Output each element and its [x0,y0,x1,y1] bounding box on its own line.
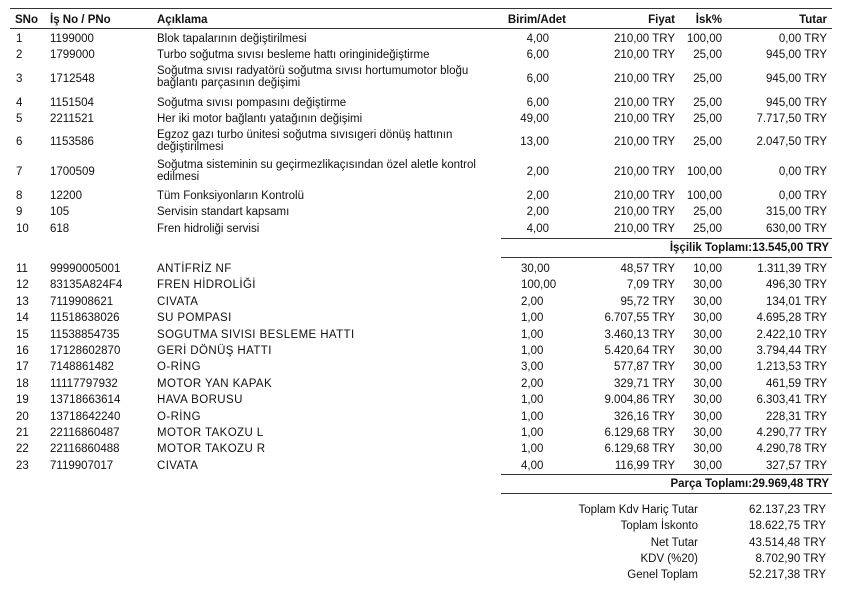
table-row [0,189,851,203]
row-aciklama: Turbo soğutma sıvısı besleme hattı oringinideğiştirme [157,49,430,61]
row-birim: 1,00 [521,443,544,456]
row-tutar: 1.213,53 TRY [756,361,827,374]
parts-subtotal-label: Parça Toplamı: [670,478,753,490]
row-isno: 17128602870 [50,345,121,357]
row-birim: 13,00 [520,136,549,148]
row-fiyat: 6.129,68 TRY [604,443,675,456]
row-birim: 1,00 [521,328,544,341]
row-sno: 2 [16,49,23,61]
summary-value: 18.622,75 TRY [749,520,826,533]
row-tutar: 315,00 TRY [766,206,827,218]
row-isno: 99990005001 [50,263,121,275]
summary-label: KDV (%20) [640,552,698,565]
row-aciklama: MOTOR TAKOZU R [157,443,266,456]
row-aciklama: MOTOR YAN KAPAK [157,377,273,390]
row-fiyat: 210,00 TRY [614,166,675,178]
table-row [0,360,851,374]
row-birim: 49,00 [520,113,549,125]
row-isk: 100,00 [686,166,722,178]
table-row [0,393,851,407]
row-isk: 25,00 [693,97,722,109]
table-row [0,311,851,325]
row-isno: 7148861482 [50,361,114,374]
table-row [0,410,851,424]
row-tutar: 7.717,50 TRY [756,113,827,125]
row-isno: 1199000 [50,33,94,45]
row-isno: 11538854735 [50,328,120,341]
header-fiyat: Fiyat [648,14,675,26]
parts-subtotal-bottom-rule [501,493,832,494]
row-isno: 1799000 [50,49,95,61]
row-isk: 100,00 [686,33,722,45]
table-row [0,344,851,358]
row-tutar: 4.695,28 TRY [756,312,827,325]
row-aciklama: Soğutma sisteminin su geçirmezlikaçısından özel aletle kontrol edilmesi [157,159,476,183]
row-fiyat: 210,00 TRY [614,49,675,61]
row-isno: 12200 [50,190,82,202]
row-sno: 17 [16,361,29,374]
row-isno: 105 [50,206,70,218]
row-tutar: 496,30 TRY [766,279,827,292]
row-tutar: 945,00 TRY [766,97,827,109]
row-sno: 6 [16,136,23,148]
row-birim: 2,00 [521,295,544,308]
table-row [0,205,851,219]
row-tutar: 630,00 TRY [766,223,827,235]
summary-value: 52.217,38 TRY [749,569,826,582]
row-birim: 6,00 [526,49,549,61]
table-row [0,459,851,473]
row-tutar: 228,31 TRY [766,410,827,423]
table-row [0,48,851,62]
row-sno: 12 [16,279,29,292]
parts-subtotal-rule [501,474,832,475]
row-isk: 10,00 [693,263,722,275]
row-sno: 1 [16,33,23,45]
row-fiyat: 210,00 TRY [614,223,675,235]
row-isno: 1151504 [50,97,94,109]
row-tutar: 3.794,44 TRY [756,345,827,357]
row-tutar: 0,00 TRY [778,190,827,202]
row-isno: 22116860487 [50,427,120,439]
labor-subtotal-bottom-rule [501,257,832,258]
row-tutar: 6.303,41 TRY [756,394,827,407]
table-row [0,262,851,276]
row-sno: 23 [16,459,29,472]
table-row [0,278,851,292]
row-isk: 25,00 [693,206,722,218]
row-aciklama: Egzoz gazı turbo ünitesi soğutma sıvısıgeri dönüş hattının değiştirilmesi [157,129,453,153]
row-isk: 25,00 [693,73,722,85]
row-aciklama: O-RİNG [157,361,201,374]
row-aciklama: ANTİFRİZ NF [157,263,232,275]
row-fiyat: 210,00 TRY [614,73,675,85]
row-isno: 1153586 [50,136,94,148]
summary-label: Genel Toplam [627,569,698,582]
row-isk: 30,00 [693,443,722,456]
row-fiyat: 7,09 TRY [626,279,675,292]
row-sno: 3 [16,73,23,85]
row-sno: 15 [16,328,29,341]
row-isk: 30,00 [693,361,722,374]
table-row [0,295,851,309]
row-fiyat: 116,99 TRY [614,459,675,472]
row-isk: 30,00 [693,410,722,423]
row-aciklama: Soğutma sıvısı radyatörü soğutma sıvısı hortumumotor bloğu bağlantı parçasının değişimi [157,65,469,89]
header-isk: İsk% [695,14,722,26]
header-tutar: Tutar [799,14,827,26]
table-row [0,442,851,456]
row-aciklama: O-RİNG [157,410,201,423]
row-isk: 30,00 [693,295,722,308]
row-sno: 21 [16,427,29,439]
table-row [0,96,851,110]
row-isk: 30,00 [693,328,722,341]
row-isno: 1712548 [50,73,95,85]
row-birim: 3,00 [521,361,544,374]
row-isno: 13718642240 [50,410,121,423]
row-isk: 30,00 [693,427,722,439]
row-fiyat: 95,72 TRY [620,295,675,308]
row-isk: 25,00 [693,49,722,61]
row-birim: 6,00 [526,97,549,109]
row-aciklama: CIVATA [157,459,199,472]
row-tutar: 1.311,39 TRY [757,263,827,275]
parts-subtotal-value: 29.969,48 TRY [752,478,829,490]
row-isk: 30,00 [693,279,722,292]
labor-subtotal-value: 13.545,00 TRY [752,242,829,254]
table-row [0,64,851,94]
row-aciklama: Fren hidroliği servisi [157,223,260,235]
row-sno: 10 [16,223,29,235]
header-sno: SNo [15,14,38,26]
row-sno: 16 [16,345,29,357]
row-isk: 30,00 [693,459,722,472]
row-birim: 4,00 [526,223,549,235]
row-isk: 30,00 [693,377,722,390]
row-sno: 14 [16,312,29,325]
summary-label: Toplam İskonto [620,520,698,533]
row-isk: 25,00 [693,136,722,148]
labor-subtotal-rule [501,238,832,239]
row-fiyat: 577,87 TRY [614,361,675,374]
row-sno: 18 [16,377,29,390]
row-birim: 2,00 [521,377,544,390]
row-fiyat: 210,00 TRY [614,33,675,45]
row-fiyat: 3.460,13 TRY [604,328,675,341]
header-top-rule [10,8,832,9]
row-tutar: 461,59 TRY [766,377,827,390]
table-row [0,128,851,156]
summary-value: 62.137,23 TRY [749,504,826,516]
row-isno: 22116860488 [50,443,120,456]
row-birim: 1,00 [521,410,544,423]
row-aciklama: Servisin standart kapsamı [157,206,290,218]
row-isno: 11518638026 [50,312,120,325]
row-isk: 30,00 [693,312,722,325]
table-row [0,112,851,126]
row-isno: 618 [50,223,70,235]
row-aciklama: Her iki motor bağlantı yatağının değişimi [157,113,363,125]
row-sno: 9 [16,206,23,218]
row-sno: 8 [16,190,23,202]
row-birim: 30,00 [521,263,550,275]
row-sno: 13 [16,295,29,308]
parts-subtotal [670,478,829,490]
row-sno: 19 [16,394,29,407]
row-aciklama: SOGUTMA SIVISI BESLEME HATTI [157,328,355,341]
row-tutar: 945,00 TRY [766,73,827,85]
row-sno: 11 [16,263,28,275]
row-birim: 1,00 [521,394,544,407]
row-isno: 1700509 [50,166,95,178]
labor-subtotal-label: İşçilik Toplamı: [669,242,753,254]
row-aciklama: GERİ DÖNÜŞ HATTI [157,345,272,357]
table-row [0,32,851,46]
row-birim: 2,00 [526,206,549,218]
row-birim: 100,00 [521,279,557,292]
row-sno: 7 [16,166,23,178]
table-row [0,377,851,391]
header-birim: Birim/Adet [507,14,566,26]
row-isno: 7119908621 [50,295,114,308]
row-isk: 30,00 [693,394,722,407]
row-tutar: 0,00 TRY [778,33,827,45]
row-aciklama: HAVA BORUSU [157,394,243,407]
row-isk: 25,00 [693,223,722,235]
row-tutar: 4.290,78 TRY [756,443,827,456]
row-aciklama: Blok tapalarının değiştirilmesi [157,33,307,45]
summary-value: 43.514,48 TRY [749,536,826,549]
row-isno: 83135A824F4 [50,279,123,292]
row-isno: 11117797932 [50,377,118,390]
row-tutar: 4.290,77 TRY [756,427,827,439]
row-fiyat: 6.707,55 TRY [604,312,675,325]
row-aciklama: Tüm Fonksiyonların Kontrolü [157,190,305,202]
row-fiyat: 9.004,86 TRY [604,394,675,407]
row-aciklama: SU POMPASI [157,312,232,325]
row-birim: 6,00 [526,73,549,85]
row-tutar: 945,00 TRY [766,49,827,61]
table-row [0,158,851,186]
row-birim: 2,00 [526,190,549,202]
row-fiyat: 329,71 TRY [614,377,675,390]
row-sno: 4 [16,97,23,109]
row-isk: 100,00 [686,190,722,202]
header-isno: İş No / PNo [50,14,111,26]
labor-subtotal [670,242,829,254]
summary-label: Toplam Kdv Hariç Tutar [578,504,698,516]
row-aciklama: Soğutma sıvısı pompasını değiştirme [157,97,347,109]
row-fiyat: 326,16 TRY [614,410,675,423]
row-tutar: 134,01 TRY [766,295,827,308]
row-birim: 1,00 [521,427,544,439]
row-sno: 20 [16,410,29,423]
row-fiyat: 210,00 TRY [614,136,675,148]
row-tutar: 2.422,10 TRY [756,328,827,341]
row-isno: 7119907017 [50,459,114,472]
summary-value: 8.702,90 TRY [755,552,826,565]
row-fiyat: 48,57 TRY [620,263,675,275]
row-fiyat: 210,00 TRY [614,190,675,202]
row-birim: 4,00 [526,33,549,45]
table-row [0,328,851,342]
row-birim: 4,00 [521,459,544,472]
row-sno: 22 [16,443,29,456]
row-birim: 2,00 [526,166,549,178]
row-isno: 2211521 [50,113,94,125]
row-fiyat: 210,00 TRY [614,206,675,218]
table-row [0,222,851,236]
header-aciklama: Açıklama [157,14,208,26]
row-aciklama: CIVATA [157,295,199,308]
row-tutar: 2.047,50 TRY [756,136,827,148]
row-sno: 5 [16,113,23,125]
row-fiyat: 210,00 TRY [614,113,675,125]
row-tutar: 0,00 TRY [778,166,827,178]
row-fiyat: 5.420,64 TRY [604,345,675,357]
row-aciklama: FREN HİDROLİĞİ [157,279,256,292]
row-birim: 1,00 [521,345,544,357]
row-isk: 25,00 [693,113,722,125]
row-isk: 30,00 [693,345,722,357]
row-isno: 13718663614 [50,394,121,407]
row-fiyat: 6.129,68 TRY [604,427,675,439]
table-row [0,426,851,440]
header-bottom-rule [10,28,832,29]
summary-label: Net Tutar [650,536,698,549]
row-birim: 1,00 [521,312,544,325]
row-fiyat: 210,00 TRY [614,97,675,109]
row-tutar: 327,57 TRY [766,459,827,472]
row-aciklama: MOTOR TAKOZU L [157,427,264,439]
